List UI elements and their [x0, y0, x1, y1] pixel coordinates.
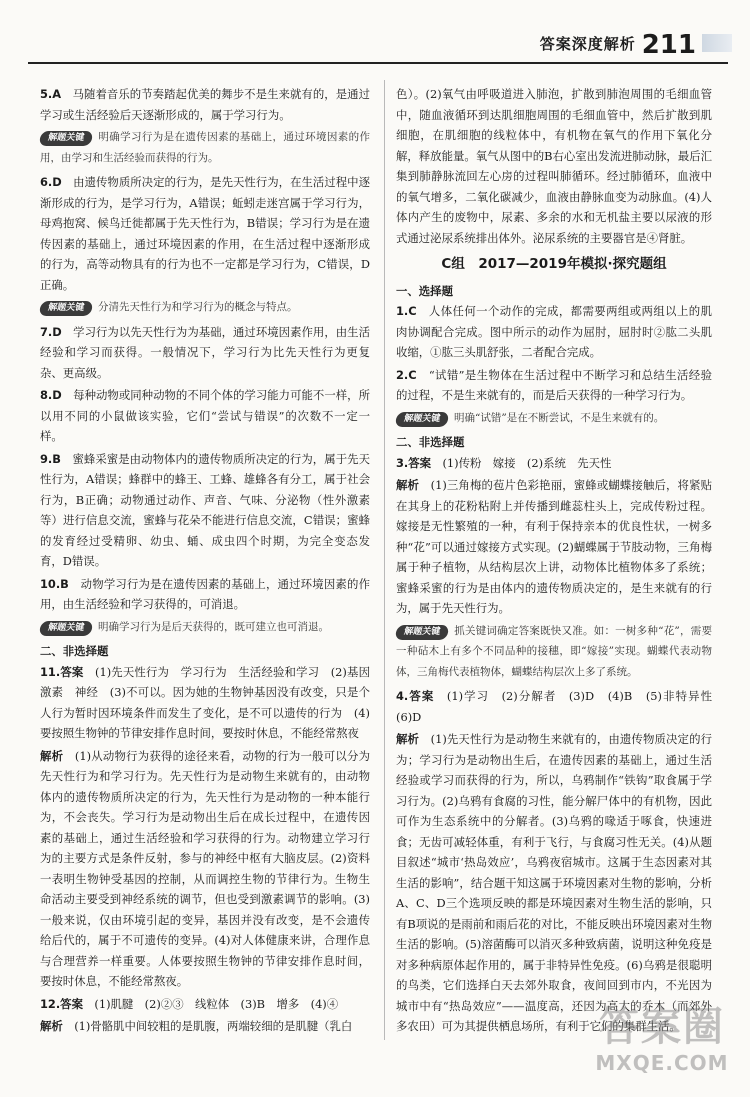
answer-item: [396, 475, 712, 619]
tip-text: 明确“试错”是在不断尝试，不是生来就有的。: [454, 411, 665, 424]
tip-text: 抓关键词确定答案既快又准。如：一树多种“花”，需要一种砧木上有多个不同品种的接穗，即“嫁接”实现。蝴蝶代表动物体，三角梅代表植物体，蝴蝶结构层次上多了系统。: [396, 624, 712, 678]
page-number: 211: [641, 30, 696, 60]
site-watermark: [582, 1003, 742, 1083]
item-number: 2.C: [396, 367, 417, 382]
item-number: 解析: [396, 478, 420, 492]
item-number: 11.答案: [40, 664, 84, 679]
item-text: (1)骨骼肌中间较粗的是肌腹，两端较细的是肌腱（乳白: [74, 1019, 353, 1033]
answer-item: [40, 84, 370, 125]
item-number: 9.B: [40, 451, 61, 466]
answer-item: [40, 322, 370, 384]
key-tip: [396, 621, 712, 683]
tip-badge-icon: 解题关键: [395, 625, 450, 640]
key-tip: [40, 297, 370, 318]
tip-badge-icon: 解题关键: [39, 621, 94, 636]
item-number: 12.答案: [40, 996, 83, 1011]
item-number: 8.D: [40, 388, 62, 402]
page-header: [540, 22, 732, 58]
left-column: [40, 84, 382, 1039]
header-title: 答案深度解析: [539, 35, 636, 53]
watermark-url: MXQE.COM: [595, 1051, 729, 1075]
item-number: 6.D: [40, 175, 62, 189]
tip-text: 明确学习行为是在遗传因素的基础上，通过环境因素的作用，由学习和生活经验而获得的行为。: [40, 131, 370, 164]
item-text: (1)三角梅的苞片色彩艳丽，蜜蜂或蝴蝶接触后，将紧贴在其身上的花粉粘附上并传播到雌蕊柱头上，完成传粉过程。嫁接是无性繁殖的一种，有利于保持亲本的优良性状，一树多种“花”可以通过嫁接方式实现。(2)蝴蝶属于节肢动物，三角梅属于种子植物，从结构层次上讲，动物体比植物体多了系统；蜜蜂采蜜的行为是由体内的遗传物质决定的，是生来就有的行为，属于先天性行为。: [396, 478, 712, 615]
key-tip: [396, 408, 712, 429]
tip-badge-icon: 解题关键: [39, 301, 94, 316]
group-title: C组 2017—2019年模拟·探究题组: [441, 256, 667, 272]
key-tip: [40, 127, 370, 168]
tip-badge-icon: 解题关键: [395, 412, 450, 427]
tip-text: 明确学习行为是后天获得的，既可建立也可消退。: [98, 620, 330, 633]
item-text: (1)从动物行为获得的途径来看，动物的行为一般可以分为先天性行为和学习行为。先天性行为是动物生来就有的，由动物体内的遗传物质所决定的行为，先天性行为是动物的一种本能行为，不会丧失。学习行为是动物出生后在成长过程中，在遗传因素的基础上，通过生活经验和学习获得的行为。动物建立学习行为的主要方式是条件反射，参与的神经中枢有大脑皮层。(2)资料一表明生物钟受基因的控制，从而调控生物的节律行为。生物生命活动主要受到神经系统的调节，但也受到激素调节的影响。(3)一般来说，仅由环境引起的变异，基因并没有改变，是不会遗传给后代的，属于不可遗传的变异。(4)对人体健康来讲，合理作息与合理营养一样重要。人体要按照生物钟的节律安排作息时间，要按时休息，不能经常熬夜。: [40, 748, 370, 988]
item-number: 解析: [396, 732, 420, 746]
item-number: 3.答案: [396, 455, 432, 470]
answer-item: [396, 365, 712, 406]
item-text: (1)学习 (2)分解者 (3)D (4)B (5)非特异性 (6)D: [396, 689, 724, 724]
item-text: 动物学习行为是在遗传因素的基础上，通过环境因素的作用，由生活经验和学习获得的，可消退。: [40, 576, 370, 611]
section-heading: 二、非选择题: [396, 435, 465, 449]
section-heading: 一、选择题: [396, 283, 453, 298]
item-number: 1.C: [396, 304, 417, 318]
item-text: (1)传粉 嫁接 (2)系统 先天性: [442, 455, 612, 470]
answer-item: [40, 574, 370, 615]
item-text: 蜜蜂采蜜是由动物体内的遗传物质所决定的行为，属于先天性行为，A错误；蜂群中的蜂王、工蜂、雄蜂各有分工，属于社会行为，B正确；动物通过动作、声音、气味、分泌物（性外激素等）进行信息交流，蜜蜂与花朵不能进行信息交流，C错误；蜜蜂的发育经过受精卵、幼虫、蛹、成虫四个时期，为完全变态发育，D错误。: [40, 451, 370, 568]
answer-item: [396, 729, 712, 1037]
right-column: [396, 84, 724, 1039]
item-text: 马随着音乐的节奏踏起优美的舞步不是生来就有的，是通过学习或生活经验后天逐渐形成的，属于学习行为。: [40, 87, 370, 122]
answer-item: [40, 449, 370, 572]
answer-item: [40, 385, 370, 447]
watermark-logo-text: 答案圈: [599, 1004, 725, 1050]
item-number: 5.A: [40, 87, 62, 101]
item-text: 每种动物或同种动物的不同个体的学习能力可能不一样，所以用不同的小鼠做该实验，它们“尝试与错误”的次数不一定一样。: [40, 388, 370, 443]
item-text: (1)先天性行为 学习行为 生活经验和学习 (2)基因 激素 神经 (3)不可以。因为她的生物钟基因没有改变，只是个人行为暂时因环境条件而发生了变化，是不可以遗传的行为 (4)要按照生物钟的节律安排作息时间，要按时休息，不能经常熬夜: [40, 664, 382, 740]
item-text: 由遗传物质所决定的行为，是先天性行为，在生活过程中逐渐形成的行为，是学习行为，A错误；蚯蚓走迷宫属于学习行为，母鸡抱窝、候鸟迁徙都属于先天性行为，B错误；学习行为是在遗传因素的基础上，通过环境因素的作用，在生活过程中逐渐形成的行为，高等动物具有的行为也不一定都是学习行为，C错误，D正确。: [40, 175, 370, 292]
key-tip: [40, 617, 370, 638]
item-number: 4.答案: [396, 689, 435, 703]
answer-item: [40, 1016, 370, 1037]
item-text: “试错”是生物体在生活过程中不断学习和总结生活经验的过程，不是生来就有的，而是后天获得的一种学习行为。: [396, 367, 712, 402]
header-decoration: [702, 34, 732, 52]
item-number: 10.B: [40, 576, 69, 591]
section-heading: 二、非选择题: [40, 644, 109, 658]
item-text: 学习行为以先天性行为为基础，通过环境因素作用，由生活经验和学习而获得。一般情况下，学习行为比先天性行为更复杂、更高级。: [40, 324, 370, 380]
answer-item: [40, 994, 370, 1015]
item-number: 解析: [40, 748, 64, 763]
tip-text: 分清先天性行为和学习行为的概念与特点。: [98, 301, 298, 313]
answer-item: [40, 662, 382, 744]
item-number: 7.D: [40, 324, 62, 339]
answer-item: [396, 453, 712, 474]
answer-item: [396, 301, 712, 363]
header-rule: [28, 62, 728, 64]
item-text: (1)肌腱 (2)②③ 线粒体 (3)B 增多 (4)④: [94, 996, 339, 1011]
item-number: 解析: [40, 1019, 63, 1033]
item-text: 人体任何一个动作的完成，都需要两组或两组以上的肌肉协调配合完成。图中所示的动作为屈肘，屈肘时②肱二头肌收缩，①肱三头肌舒张，二者配合完成。: [396, 304, 712, 359]
column-divider: [384, 80, 385, 1040]
answer-item: [40, 172, 370, 295]
tip-badge-icon: 解题关键: [39, 131, 94, 146]
answer-item: [40, 746, 370, 992]
continued-paragraph: 色）。(2)氧气由呼吸道进入肺泡，扩散到肺泡周围的毛细血管中，随血液循环到达肌细胞周围的毛细血管中，然后扩散到肌细胞，在肌细胞的线粒体中，有机物在氧气的作用下氧化分解，释放能量。氧气从图中的B右心室出发流进肺动脉，最后汇集到肺静脉流回左心房的过程叫肺循环。经过肺循环，血液中的氧气增多，二氧化碳减少，血液由静脉血变为动脉血。(4)人体内产生的废物中，尿素、多余的水和无机盐主要以尿液的形式通过泌尿系统排出体外。泌尿系统的主要器官是④肾脏。: [396, 87, 712, 245]
answer-item: [396, 686, 724, 727]
item-text: (1)先天性行为是动物生来就有的，由遗传物质决定的行为；学习行为是动物出生后，在遗传因素的基础上，通过生活经验或学习而获得的行为，所以，乌鸦制作“铁钩”取食属于学习行为。(2)乌鸦有食腐的习性，能分解尸体中的有机物，因此可作为生态系统中的分解者。(3)乌鸦的喙适于啄食，快速进食；无齿可减轻体重，有利于飞行，与食腐习性无关。(4)从题目叙述“城市‘热岛效应’，乌鸦夜宿城市。这属于生态因素对其生活的影响”，结合题干知这属于环境因素对生物的影响，分析A、C、D三个选项反映的都是环境因素对生物生活的影响，只有B项说的是雨前和雨后花的对比，不能反映出环境因素对生物生活的影响。(5)溶菌酶可以消灭多种致病菌，说明这种免疫是对多种病原体起作用的，属于非特异性免疫。(6)乌鸦是很聪明的鸟类，它们选择白天去郊外取食，夜间回到市内，不光因为城市中有“热岛效应”——温度高，还因为高大的乔木（而郊外多农田）可为其提供栖息场所，有利于它们的集群生活。: [396, 732, 712, 1033]
